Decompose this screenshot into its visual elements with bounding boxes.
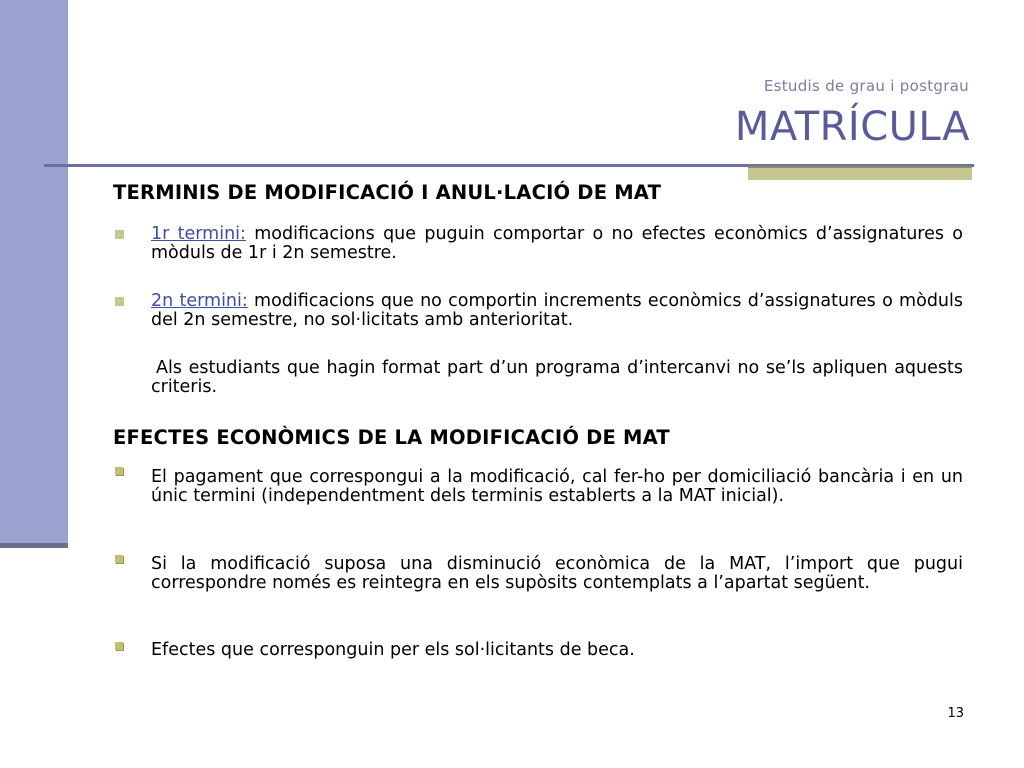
diamond-bullet-icon (115, 555, 123, 563)
term-1-text: modificacions que puguin comportar o no efectes econòmics d’assignatures o mòduls de 1r i 2n semestre. (151, 224, 964, 263)
diamond-bullet-icon (115, 467, 123, 475)
page-number: 13 (947, 706, 964, 721)
left-decorative-bar (0, 0, 68, 546)
list-item-scholarship: Efectes que corresponguin per els sol·licitants de beca. (151, 640, 635, 660)
slide-title: MATRÍCULA (734, 104, 970, 150)
slide-subtitle: Estudis de grau i postgrau (763, 77, 969, 95)
section-heading-terms: TERMINIS DE MODIFICACIÓ I ANUL·LACIÓ DE MAT (113, 181, 662, 204)
term-2-link[interactable]: 2n termini: (151, 291, 248, 311)
term-1-link[interactable]: 1r termini: (151, 224, 246, 244)
list-item-term-1 (151, 225, 963, 263)
list-item-payment: El pagament que correspongui a la modificació, cal fer-ho per domiciliació bancària i en un únic termini (independentment dels terminis establerts a la MAT inicial). (151, 467, 963, 506)
square-bullet-icon (115, 297, 124, 306)
list-item-refund: Si la modificació suposa una disminució econòmica de la MAT, l’import que pugui correspondre només es reintegra en els supòsits contemplats a l’apartat següent. (151, 554, 963, 593)
section-heading-economic-effects: EFECTES ECONÒMICS DE LA MODIFICACIÓ DE MAT (113, 426, 670, 449)
left-bar-shadow (0, 543, 68, 548)
square-bullet-icon (115, 230, 124, 239)
term-2-text: modificacions que no comportin increments econòmics d’assignatures o mòduls del 2n semestre, no sol·licitats amb anterioritat. (151, 291, 963, 330)
title-divider-accent (748, 168, 972, 180)
list-item-term-2 (151, 292, 963, 330)
diamond-bullet-icon (115, 642, 123, 650)
exchange-students-note: Als estudiants que hagin format part d’un programa d’intercanvi no se’ls apliquen aquests criteris. (151, 358, 963, 397)
